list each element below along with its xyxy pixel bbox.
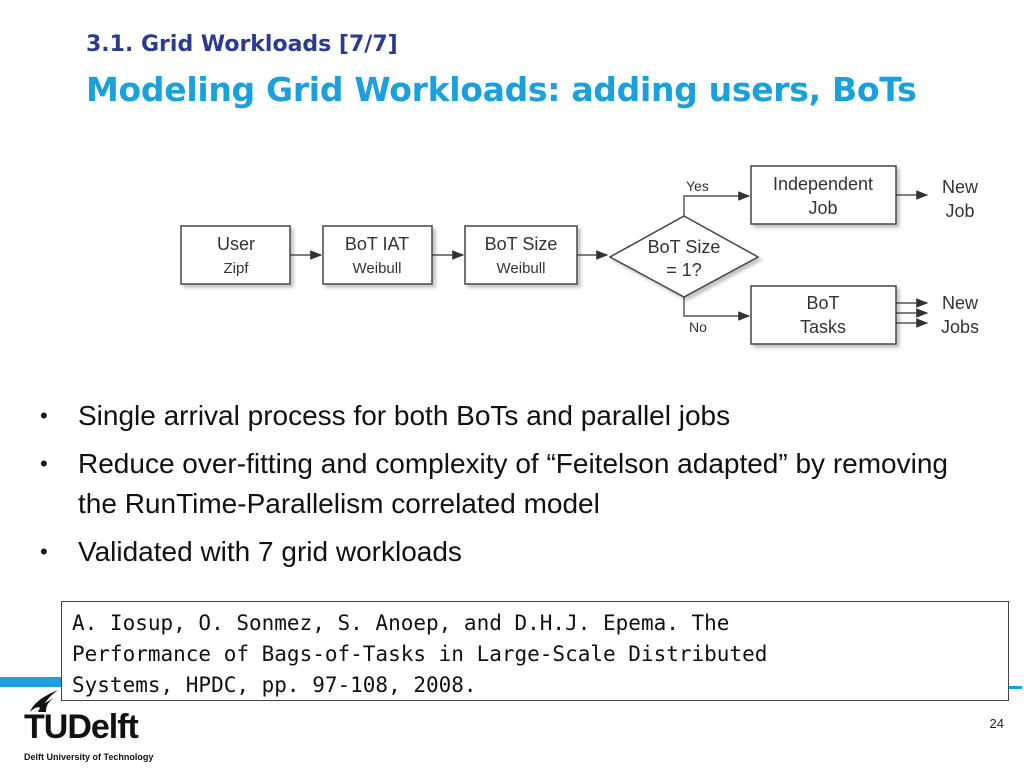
bot-size-box-title: BoT Size: [484, 234, 558, 254]
footer-accent-bar: [0, 677, 62, 687]
new-job-line1: New: [941, 177, 979, 197]
reference-line: Performance of Bags-of-Tasks in Large-Scale Distributed: [72, 642, 768, 666]
independent-job-line1: Independent: [772, 174, 874, 194]
new-job-line2: Job: [945, 201, 975, 221]
slide-title: Modeling Grid Workloads: adding users, BoTs: [86, 70, 917, 109]
logo-text: TUDelft: [24, 708, 138, 746]
new-jobs-line2: Jobs: [940, 317, 980, 337]
list-item: [36, 532, 976, 572]
reference-box: [61, 601, 1009, 701]
independent-job-box: [751, 166, 896, 224]
arrow-no-branch: [684, 297, 749, 316]
bullet-text: Single arrival process for both BoTs and parallel jobs: [78, 400, 731, 431]
arrow-yes-branch: [684, 196, 749, 216]
reference-line: A. Iosup, O. Sonmez, S. Anoep, and D.H.J. Epema. The: [72, 611, 730, 635]
bot-size-box: [465, 226, 577, 284]
decision-diamond: [610, 216, 758, 297]
bullet-list: [36, 396, 976, 580]
user-box-title: User: [216, 234, 256, 254]
bullet-text: Validated with 7 grid workloads: [78, 536, 462, 567]
list-item: [36, 444, 976, 524]
decision-line2: = 1?: [666, 260, 702, 280]
yes-label: Yes: [686, 178, 709, 194]
list-item: [36, 396, 976, 436]
no-label: No: [689, 319, 707, 335]
bot-tasks-line1: BoT: [806, 293, 840, 313]
bullet-marker: •: [40, 403, 48, 428]
user-box: [181, 226, 290, 284]
bullet-text: Reduce over-fitting and complexity of “Feitelson adapted” by removing the RunTime-Parallelism correlated model: [78, 448, 948, 519]
bullet-marker: •: [40, 539, 48, 564]
bot-iat-box: [323, 226, 432, 284]
user-box-subtitle: Zipf: [223, 260, 249, 277]
logo-subtitle: Delft University of Technology: [24, 752, 154, 762]
bullet-marker: •: [40, 451, 48, 476]
independent-job-line2: Job: [808, 198, 838, 218]
new-jobs-line1: New: [941, 293, 979, 313]
bot-iat-box-subtitle: Weibull: [352, 260, 402, 277]
section-title: 3.1. Grid Workloads [7/7]: [86, 32, 398, 57]
bot-iat-box-title: BoT IAT: [344, 234, 410, 254]
decision-line1: BoT Size: [647, 237, 721, 257]
bot-tasks-box: [751, 286, 896, 344]
page-number: 24: [989, 716, 1004, 731]
reference-line: Systems, HPDC, pp. 97-108, 2008.: [72, 673, 477, 697]
bot-tasks-line2: Tasks: [799, 317, 847, 337]
bot-size-box-subtitle: Weibull: [496, 260, 546, 277]
